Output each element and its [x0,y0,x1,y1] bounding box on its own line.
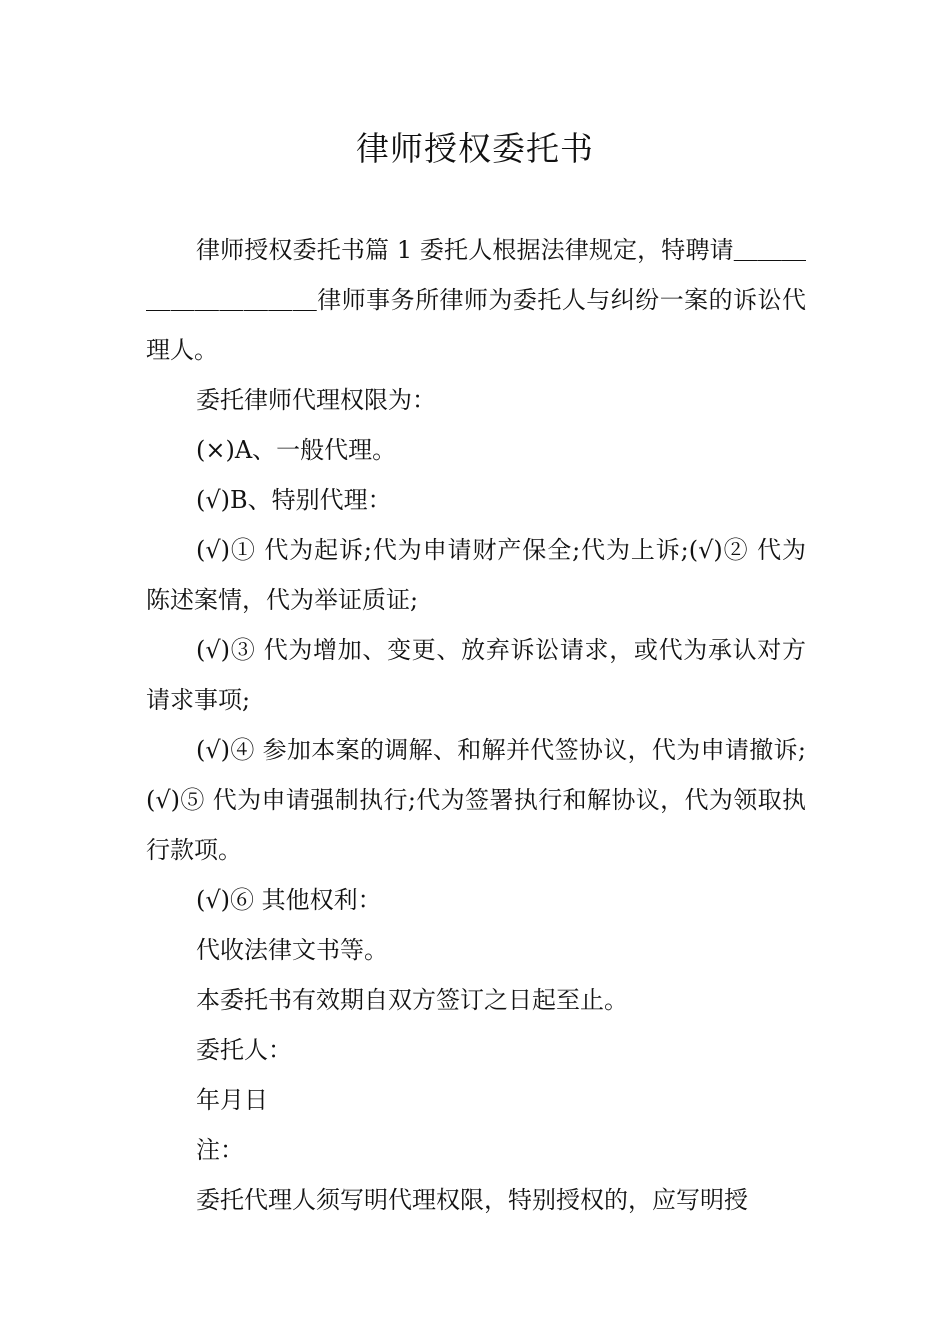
paragraph-authority-scope: 委托律师代理权限为： [196,386,436,414]
paragraph-general-agency: (×)A、一般代理。 [196,436,397,464]
paragraph-intro: 律师授权委托书篇 1 委托人根据法律规定，特聘请＿＿＿＿＿＿＿＿＿＿律师事务所律师为委托人与纠纷一案的诉讼代理人。 [146,236,806,364]
paragraph-item-3: (√)③ 代为增加、变更、放弃诉讼请求，或代为承认对方请求事项; [146,636,806,714]
paragraph-principal: 委托人： [196,1036,292,1064]
paragraph-collect-documents: 代收法律文书等。 [196,936,388,964]
document-title: 律师授权委托书 [356,129,594,168]
paragraph-item-6: (√)⑥ 其他权利： [196,886,382,914]
paragraph-date: 年月日 [196,1086,268,1114]
paragraph-item-4-5: (√)④ 参加本案的调解、和解并代签协议，代为申请撤诉;(√)⑤ 代为申请强制执行;代为签署执行和解协议，代为领取执行款项。 [146,736,806,864]
paragraph-item-1-2: (√)① 代为起诉;代为申请财产保全;代为上诉;(√)② 代为陈述案情，代为举证质证; [146,536,806,614]
paragraph-note-text: 委托代理人须写明代理权限，特别授权的，应写明授 [196,1186,748,1214]
paragraph-special-agency: (√)B、特别代理： [196,486,392,514]
document-body [146,225,806,1225]
paragraph-validity: 本委托书有效期自双方签订之日起至止。 [196,986,628,1014]
paragraph-note-label: 注： [196,1136,244,1164]
